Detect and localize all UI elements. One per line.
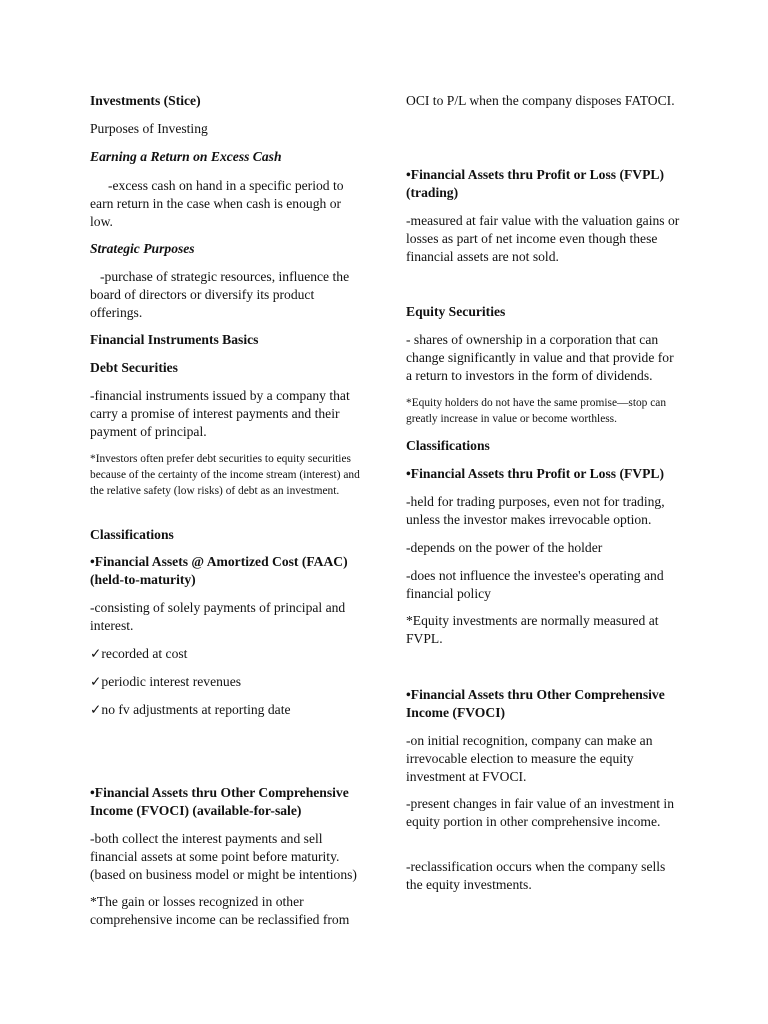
fvpl2-heading: •Financial Assets thru Profit or Loss (FVPL) — [406, 466, 665, 481]
check-item-3: ✓ no fv adjustments at reporting date — [90, 701, 366, 719]
fvpl2-paragraph-b: -depends on the power of the holder — [406, 540, 603, 555]
continuation-paragraph: OCI to P/L when the company disposes FATOCI. — [406, 93, 675, 108]
classifications-heading: Classifications — [90, 527, 174, 542]
fvpl2-paragraph-c: -does not influence the investee's operating and financial policy — [406, 568, 664, 601]
fvoci2-paragraph-b: -present changes in fair value of an investment in equity portion in other comprehensive income. — [406, 796, 675, 829]
fvpl2-paragraph-d: *Equity investments are normally measured at FVPL. — [406, 613, 659, 646]
strategic-heading: Strategic Purposes — [90, 241, 195, 256]
fvoci2-paragraph-a: -on initial recognition, company can make an irrevocable election to measure the equity investment at FVOCI. — [406, 733, 653, 784]
check-item-2: ✓ periodic interest revenues — [90, 673, 366, 691]
fib-heading: Financial Instruments Basics — [90, 332, 259, 347]
fvoci-heading: •Financial Assets thru Other Comprehensive Income (FVOCI) (available-for-sale) — [90, 785, 349, 818]
equity-classifications-heading: Classifications — [406, 438, 490, 453]
purposes-heading: Purposes of Investing — [90, 121, 208, 136]
fvoci2-heading: •Financial Assets thru Other Comprehensive Income (FVOCI) — [406, 687, 665, 720]
faac-heading: •Financial Assets @ Amortized Cost (FAAC) (held-to-maturity) — [90, 554, 348, 587]
debt-paragraph: -financial instruments issued by a company that carry a promise of interest payments and their payment of principal. — [90, 388, 350, 439]
page-title: Investments (Stice) — [90, 93, 201, 108]
earning-heading: Earning a Return on Excess Cash — [90, 149, 282, 164]
equity-note: *Equity holders do not have the same promise—stop can greatly increase in value or become worthless. — [406, 397, 667, 425]
strategic-paragraph: -purchase of strategic resources, influence the board of directors or diversify its product offerings. — [90, 269, 350, 320]
fvoci2-paragraph-c: -reclassification occurs when the company sells the equity investments. — [406, 859, 666, 892]
earning-paragraph: -excess cash on hand in a specific period to earn return in the case when cash is enough or low. — [90, 178, 344, 229]
debt-heading: Debt Securities — [90, 360, 178, 375]
fvoci-note: *The gain or losses recognized in other comprehensive income can be reclassified from — [90, 894, 350, 927]
fvoci-paragraph: -both collect the interest payments and sell financial assets at some point before maturity. (based on business model or might be intentions) — [90, 831, 357, 882]
fvpl-heading: •Financial Assets thru Profit or Loss (FVPL) (trading) — [406, 167, 665, 200]
fvpl2-paragraph-a: -held for trading purposes, even not for trading, unless the investor makes irrevocable option. — [406, 494, 665, 527]
fvpl-paragraph: -measured at fair value with the valuation gains or losses as part of net income even though these financial assets are not sold. — [406, 213, 680, 264]
equity-heading: Equity Securities — [406, 304, 506, 319]
faac-paragraph: -consisting of solely payments of principal and interest. — [90, 600, 346, 633]
check-item-1: ✓ recorded at cost — [90, 645, 366, 663]
debt-note: *Investors often prefer debt securities to equity securities because of the certainty of the income stream (interest) and the relative safety (low risks) of debt as an investment. — [90, 453, 360, 497]
equity-paragraph: - shares of ownership in a corporation that can change significantly in value and that provide for a return to investors in the form of dividends. — [406, 332, 674, 383]
